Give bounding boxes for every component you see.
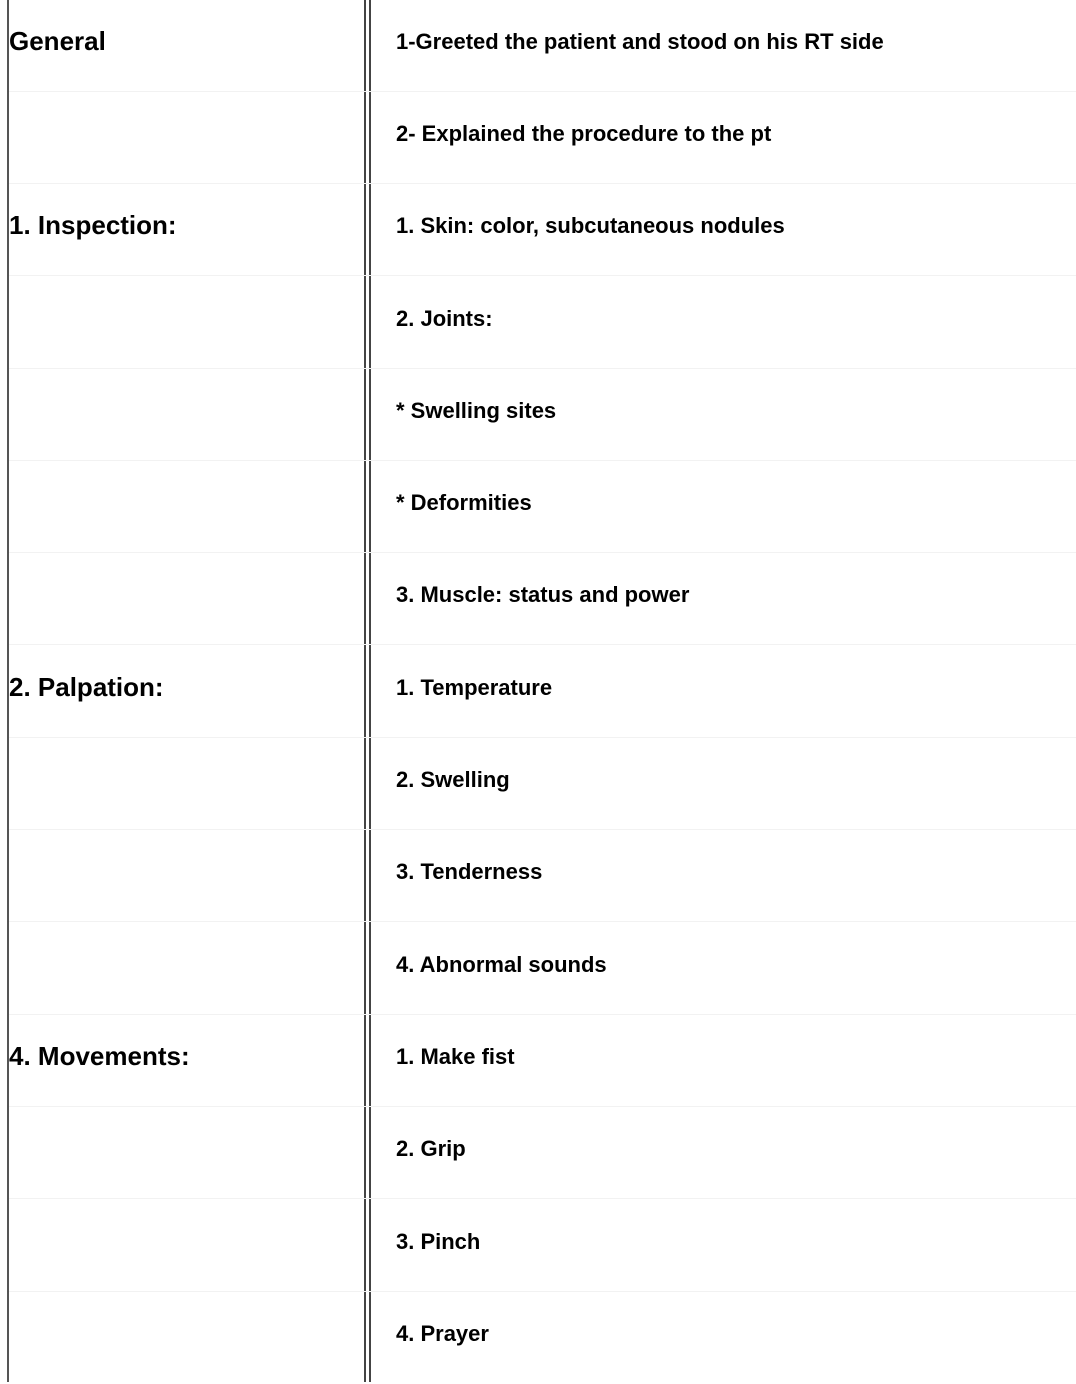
section-label: General — [9, 26, 106, 56]
checklist-item: 2. Joints: — [396, 306, 493, 331]
checklist-item: 3. Pinch — [396, 1229, 481, 1254]
checklist-item: 3. Muscle: status and power — [396, 582, 690, 607]
checklist-item: 2. Grip — [396, 1136, 466, 1161]
checklist-item: 1. Skin: color, subcutaneous nodules — [396, 213, 785, 238]
table-row — [9, 1107, 1076, 1199]
table-row — [9, 0, 1076, 92]
checklist-item: 4. Abnormal sounds — [396, 952, 607, 977]
section-label: 4. Movements: — [9, 1041, 190, 1071]
table-row — [9, 923, 1076, 1015]
section-label: 2. Palpation: — [9, 672, 164, 702]
checklist-item: 3. Tenderness — [396, 859, 543, 884]
checklist-item: 2. Swelling — [396, 767, 510, 792]
checklist-item: 1-Greeted the patient and stood on his RT side — [396, 29, 884, 54]
checklist-item: * Swelling sites — [396, 398, 557, 423]
table-row — [9, 369, 1076, 461]
table-row — [9, 553, 1076, 645]
table-row — [9, 646, 1076, 738]
section-label: 1. Inspection: — [9, 210, 177, 240]
table-row — [9, 184, 1076, 276]
table-row — [9, 1200, 1076, 1292]
checklist-item: * Deformities — [396, 490, 532, 515]
table-row — [9, 1015, 1076, 1107]
checklist-item: 1. Temperature — [396, 675, 553, 700]
checklist-item: 4. Prayer — [396, 1321, 489, 1346]
table-row — [9, 1292, 1076, 1384]
checklist-item: 2- Explained the procedure to the pt — [396, 121, 772, 146]
table-row — [9, 277, 1076, 369]
checklist-item: 1. Make fist — [396, 1044, 515, 1069]
table-row — [9, 738, 1076, 830]
table-row — [9, 92, 1076, 184]
table-row — [9, 461, 1076, 553]
table-row — [9, 830, 1076, 922]
